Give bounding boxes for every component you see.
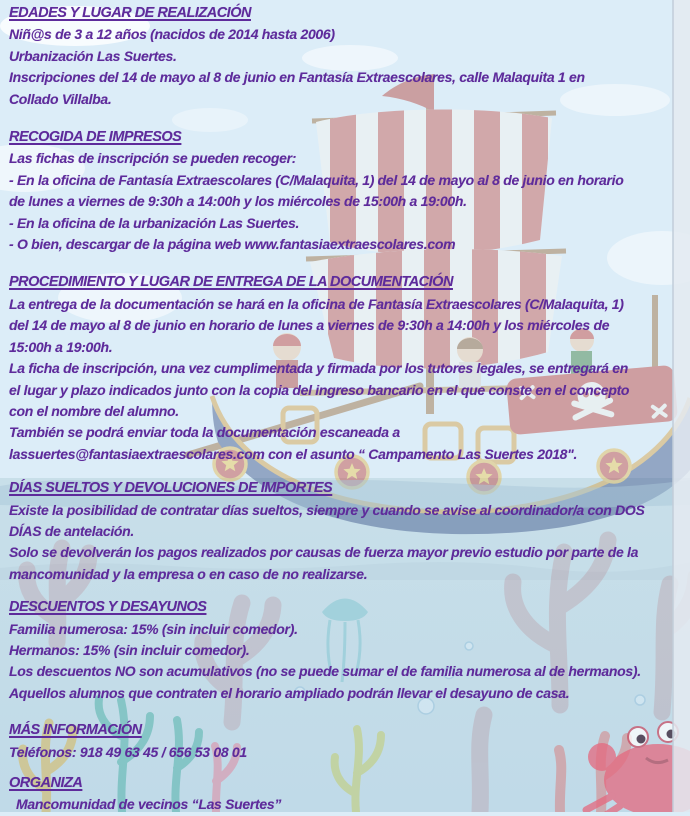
- section-heading: DÍAS SUELTOS Y DEVOLUCIONES DE IMPORTES: [9, 480, 333, 497]
- organizer-name: Mancomunidad de vecinos “Las Suertes”: [16, 796, 282, 813]
- text-line: También se podrá enviar toda la documentación escaneada a: [9, 424, 400, 441]
- section-heading: MÁS INFORMACIÓN: [9, 722, 142, 739]
- section-descuentos: [9, 597, 687, 704]
- text-line: de lunes a viernes de 9:30h a 14:00h y los miércoles de 15:00h a 19:00h.: [9, 193, 467, 210]
- section-edades: [9, 3, 687, 110]
- text-line: lassuertes@fantasiaextraescolares.com con el asunto “ Campamento Las Suertes 2018".: [9, 445, 578, 462]
- text-line: Solo se devolverán los pagos realizados por causas de fuerza mayor previo estudio por parte de la: [9, 544, 639, 561]
- text-line: Niñ@s de 3 a 12 años (nacidos de 2014 hasta 2006): [9, 26, 335, 43]
- text-line: Los descuentos NO son acumulativos (no se puede sumar el de familia numerosa al de hermanos).: [9, 663, 641, 680]
- text-line: Collado Villalba.: [9, 90, 112, 107]
- text-line: Inscripciones del 14 de mayo al 8 de junio en Fantasía Extraescolares, calle Malaquita 1 en: [9, 69, 585, 86]
- text-line: Aquellos alumnos que contraten el horario ampliado podrán llevar el desayuno de casa.: [9, 684, 570, 701]
- text-line: Hermanos: 15% (sin incluir comedor).: [9, 641, 250, 658]
- text-line: con el nombre del alumno.: [9, 402, 179, 419]
- section-procedimiento: [9, 272, 687, 465]
- text-line: - En la oficina de Fantasía Extraescolares (C/Malaquita, 1) del 14 de mayo al 8 de junio en horario: [9, 171, 624, 188]
- text-line: Las fichas de inscripción se pueden recoger:: [9, 150, 297, 167]
- text-line: el lugar y plazo indicados junto con la copia del ingreso bancario en el que conste en el concepto: [9, 381, 630, 398]
- flyer-content: [9, 3, 687, 816]
- text-line: DÍAS de antelación.: [9, 522, 134, 539]
- section-heading: DESCUENTOS Y DESAYUNOS: [9, 599, 207, 616]
- text-line: Familia numerosa: 15% (sin incluir comedor).: [9, 620, 298, 637]
- text-line: Existe la posibilidad de contratar días sueltos, siempre y cuando se avise al coordinador/a con DOS: [9, 501, 645, 518]
- text-line: del 14 de mayo al 8 de junio en horario de lunes a viernes de 9:30h a 14:00h y los miércoles de: [9, 317, 610, 334]
- text-line: Urbanización Las Suertes.: [9, 47, 177, 64]
- text-line: - O bien, descargar de la página web www.fantasiaextraescolares.com: [9, 236, 456, 253]
- section-mas-informacion: [9, 720, 687, 763]
- phone-numbers: Teléfonos: 918 49 63 45 / 656 53 08 01: [9, 743, 247, 760]
- section-heading: ORGANIZA: [9, 775, 83, 791]
- text-line: - En la oficina de la urbanización Las Suertes.: [9, 214, 300, 231]
- section-dias-sueltos: [9, 478, 687, 585]
- text-line: mancomunidad y la empresa o en caso de no realizarse.: [9, 565, 368, 582]
- text-line: La ficha de inscripción, una vez cumplimentada y firmada por los tutores legales, se entregará en: [9, 360, 628, 377]
- text-line: La entrega de la documentación se hará en la oficina de Fantasía Extraescolares (C/Malaquita, 1): [9, 295, 624, 312]
- text-line: 15:00h a 19:00h.: [9, 338, 113, 355]
- section-heading: RECOGIDA DE IMPRESOS: [9, 129, 182, 146]
- section-heading: EDADES Y LUGAR DE REALIZACIÓN: [9, 5, 251, 21]
- section-recogida: [9, 127, 687, 255]
- section-organiza: [9, 773, 687, 816]
- section-heading: PROCEDIMIENTO Y LUGAR DE ENTREGA DE LA DOCUMENTACIÓN: [9, 274, 453, 291]
